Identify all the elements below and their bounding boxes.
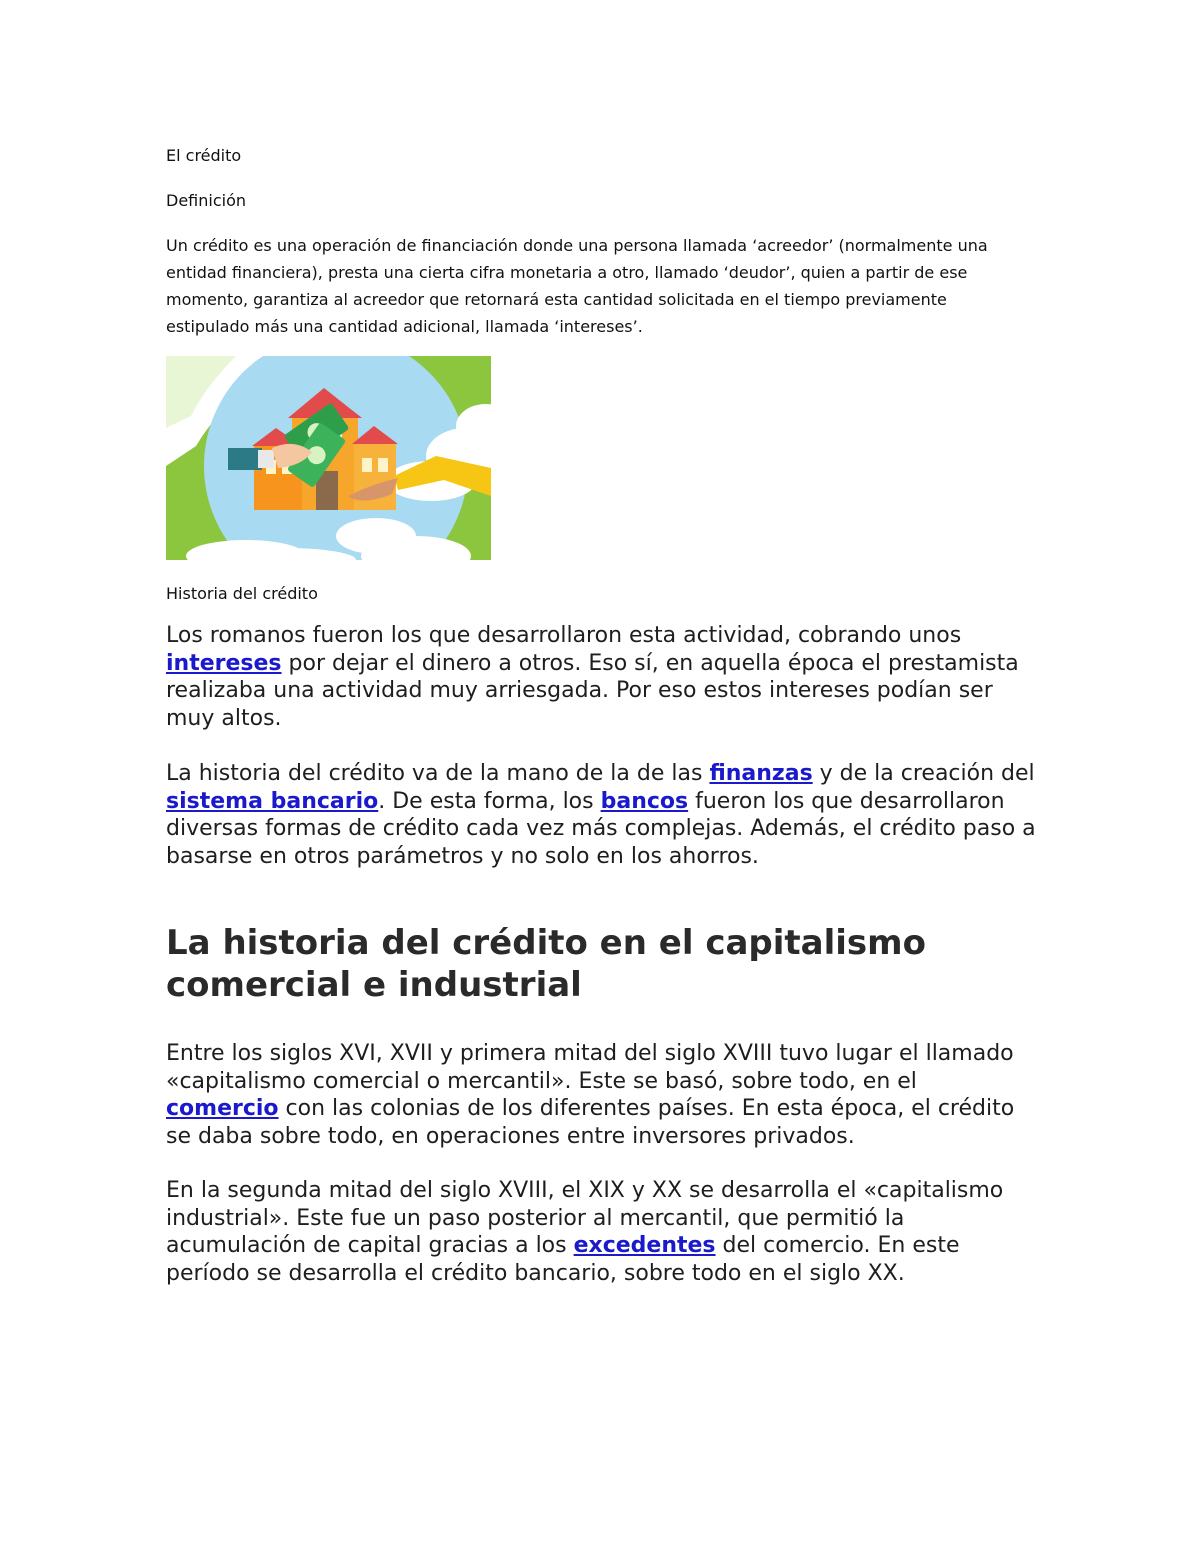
excedentes-link[interactable]: excedentes [573, 1233, 716, 1258]
paragraph-text: En la segunda mitad del siglo XVIII, el XIX y XX se desarrolla el «capitalismo industrial». Este fue un paso posterior al mercantil, que permitió la acumulación de capital gracias a los [166, 1178, 1004, 1258]
paragraph-text: Los romanos fueron los que desarrollaron esta actividad, cobrando unos [166, 623, 962, 648]
definition-label: Definición [166, 191, 246, 210]
paragraph-text: y de la creación del [812, 761, 1035, 786]
document-title: El crédito [166, 146, 242, 165]
paragraph-text: La historia del crédito va de la mano de la de las [166, 761, 710, 786]
paragraph-text: Entre los siglos XVI, XVII y primera mitad del siglo XVIII tuvo lugar el llamado «capitalismo comercial o mercantil». Este se basó, sobre todo, en el [166, 1041, 1014, 1094]
capitalism-paragraph-2 [166, 1177, 1036, 1287]
paragraph-text: fueron los que desarrollaron diversas formas de crédito cada vez más complejas. Además, el crédito paso a basarse en otros parámetros y no solo en los ahorros. [166, 788, 1036, 869]
paragraph-text: por dejar el dinero a otros. Eso sí, en aquella época el prestamista realizaba una actividad muy arriesgada. Por eso estos intereses podían ser muy altos. [166, 650, 1019, 731]
capitalism-paragraph-1 [166, 1040, 1036, 1150]
comercio-link[interactable]: comercio [166, 1096, 279, 1121]
capitalism-heading: La historia del crédito en el capitalismo comercial e industrial [166, 923, 926, 1005]
paragraph-text: . De esta forma, los [378, 788, 601, 814]
definition-text: Un crédito es una operación de financiación donde una persona llamada ‘acreedor’ (normalmente una entidad financiera), presta una cierta cifra monetaria a otro, llamado ‘deudor’, quien a partir de ese momento, garantiza al acreedor que retornará esta cantidad solicitada en el tiempo previamente estipulado más una cantidad adicional, llamada ‘intereses’. [166, 236, 988, 336]
credit-illustration-icon [166, 356, 491, 560]
history-label: Historia del crédito [166, 584, 318, 603]
bancos-link[interactable]: bancos [600, 788, 689, 814]
paragraph-text: con las colonias de los diferentes países. En esta época, el crédito se daba sobre todo, en operaciones entre inversores privados. [166, 1096, 1015, 1149]
sistema-bancario-link[interactable]: sistema bancario [166, 788, 379, 814]
history-paragraph-2 [166, 760, 1036, 870]
paragraph-text: del comercio. En este período se desarrolla el crédito bancario, sobre todo en el siglo XX. [166, 1233, 960, 1286]
history-paragraph-1 [166, 622, 1036, 732]
finanzas-link[interactable]: finanzas [709, 761, 813, 786]
intereses-link[interactable]: intereses [166, 650, 282, 676]
